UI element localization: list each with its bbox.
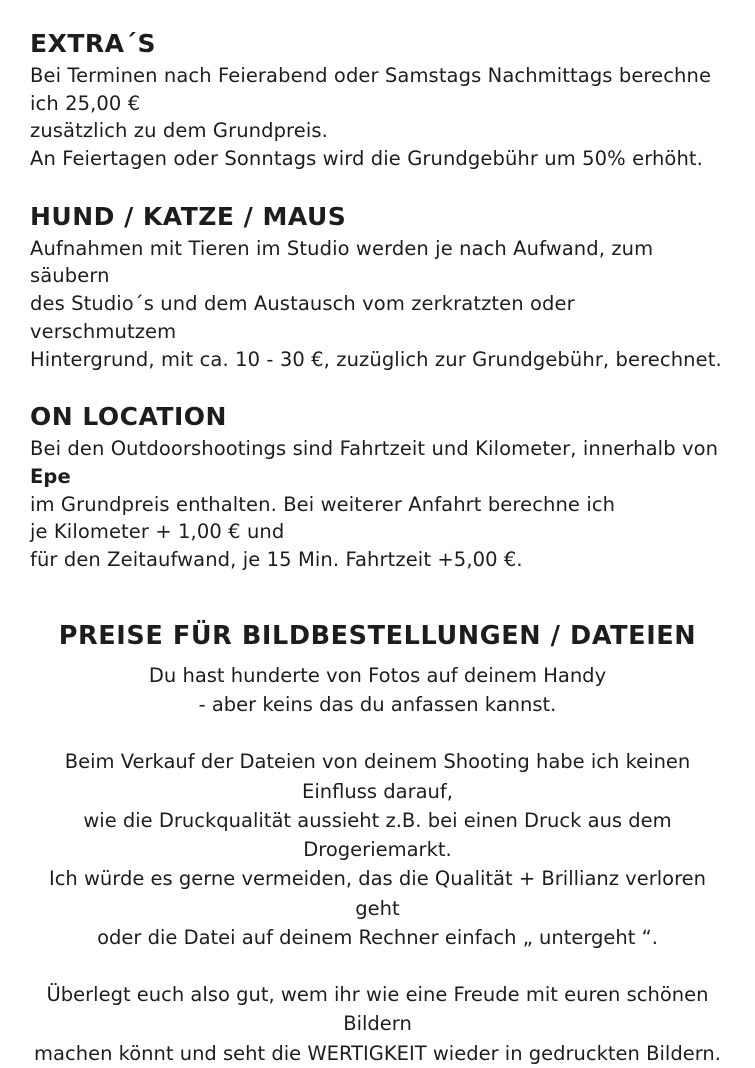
- onloc-line-1-text: Bei den Outdoorshootings sind Fahrtzeit und Kilometer, innerhalb von: [30, 437, 719, 461]
- section-heading-bildbestellungen: PREISE FÜR BILDBESTELLUNGEN / DATEIEN: [58, 620, 697, 651]
- paragraph-spacer-1: [30, 719, 725, 747]
- onloc-line-1: [30, 435, 725, 490]
- extras-line-1: Bei Terminen nach Feierabend oder Samstags Nachmittags berechne ich 25,00 €: [30, 64, 712, 115]
- section-extras: [30, 30, 725, 173]
- section-bildbestellungen: [30, 622, 725, 1068]
- lower-intro-line-1: Du hast hunderte von Fotos auf deinem Handy: [148, 663, 607, 687]
- section-heading-hund-katze-maus: HUND / KATZE / MAUS: [30, 201, 347, 231]
- lower-closing-line-2: machen könnt und seht die WERTIGKEIT wieder in gedruckten Bildern.: [34, 1041, 721, 1065]
- section-on-location: [30, 403, 725, 573]
- hund-line-3: Hintergrund, mit ca. 10 - 30 €, zuzüglich zur Grundgebühr, berechnet.: [30, 347, 722, 371]
- onloc-location-highlight: Epe: [30, 464, 71, 488]
- hund-line-2: des Studio´s und dem Austausch vom zerkratzten oder verschmutzem: [30, 292, 575, 343]
- lower-intro-line-2: - aber keins das du anfassen kannst.: [198, 693, 557, 717]
- lower-body-line-3: Ich würde es gerne vermeiden, das die Qualität + Brillianz verloren geht: [48, 867, 707, 920]
- lower-closing-line-1: Überlegt euch also gut, wem ihr wie eine Freude mit euren schönen Bildern: [46, 983, 709, 1036]
- onloc-line-3: je Kilometer + 1,00 € und: [30, 520, 285, 544]
- section-heading-on-location: ON LOCATION: [30, 402, 227, 432]
- hund-line-1: Aufnahmen mit Tieren im Studio werden je nach Aufwand, zum säubern: [30, 236, 654, 288]
- onloc-line-4: für den Zeitaufwand, je 15 Min. Fahrtzeit +5,00 €.: [30, 547, 523, 571]
- lower-body-line-1: Beim Verkauf der Dateien von deinem Shooting habe ich keinen Einfluss darauf,: [64, 750, 691, 803]
- extras-line-3: An Feiertagen oder Sonntags wird die Grundgebühr um 50% erhöht.: [30, 147, 703, 171]
- onloc-line-2: im Grundpreis enthalten. Bei weiterer Anfahrt berechne ich: [30, 492, 616, 516]
- section-heading-extras: EXTRA´S: [30, 29, 157, 58]
- lower-body-line-4: oder die Datei auf deinem Rechner einfach „ untergeht “.: [97, 925, 658, 949]
- extras-line-2: zusätzlich zu dem Grundpreis.: [30, 119, 328, 143]
- paragraph-spacer-2: [30, 952, 725, 980]
- section-hund-katze-maus: [30, 203, 725, 373]
- lower-body-line-2: wie die Druckqualität aussieht z.B. bei einen Druck aus dem Drogeriemarkt.: [83, 808, 672, 862]
